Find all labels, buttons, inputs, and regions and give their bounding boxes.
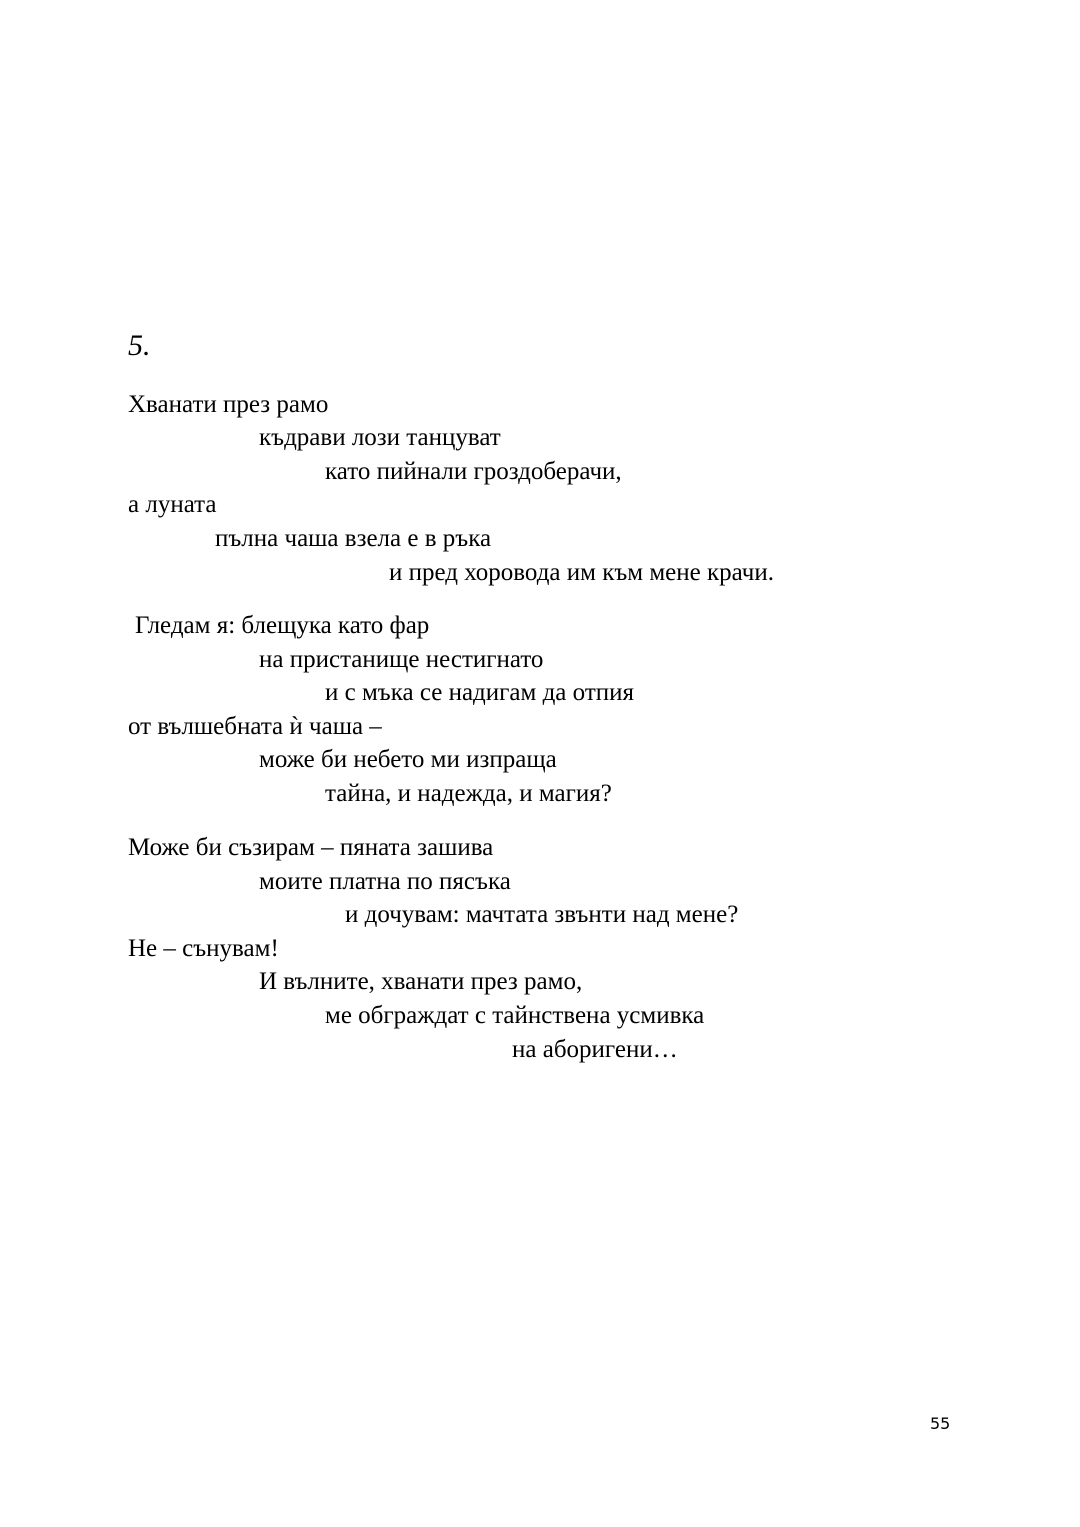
poem-line: Не – сънувам! [128,935,279,962]
poem-line: Може би съзирам – пяната зашива [128,834,494,861]
poem-line: и дочувам: мачтата звънти над мене? [345,901,739,928]
poem-line: ме обграждат с тайнствена усмивка [325,1002,705,1029]
page-number: 55 [930,1414,951,1433]
poem-line: като пийнали гроздоберачи, [325,458,622,485]
poem-line: и пред хоровода им към мене крачи. [389,559,774,586]
poem-line: тайна, и надежда, и магия? [325,780,612,807]
poem-number: 5. [128,329,151,362]
poem-line: от вълшебната ѝ чаша – [128,713,382,740]
poem-line: къдрави лози танцуват [259,424,501,451]
poem-line: Хванати през рамо [128,391,329,418]
poem-line: а луната [128,491,217,518]
poem-line: моите платна по пясъка [259,868,511,895]
poem-line: може би небето ми изпраща [259,746,557,773]
poem-line: на аборигени… [512,1036,678,1063]
poem-line: И вълните, хванати през рамо, [259,968,583,995]
poem-line: и с мъка се надигам да отпия [325,679,634,706]
poem-line: пълна чаша взела е в ръка [215,525,492,552]
poem-line: на пристанище нестигнато [259,646,544,673]
poem-line: Гледам я: блещука като фар [135,612,430,639]
